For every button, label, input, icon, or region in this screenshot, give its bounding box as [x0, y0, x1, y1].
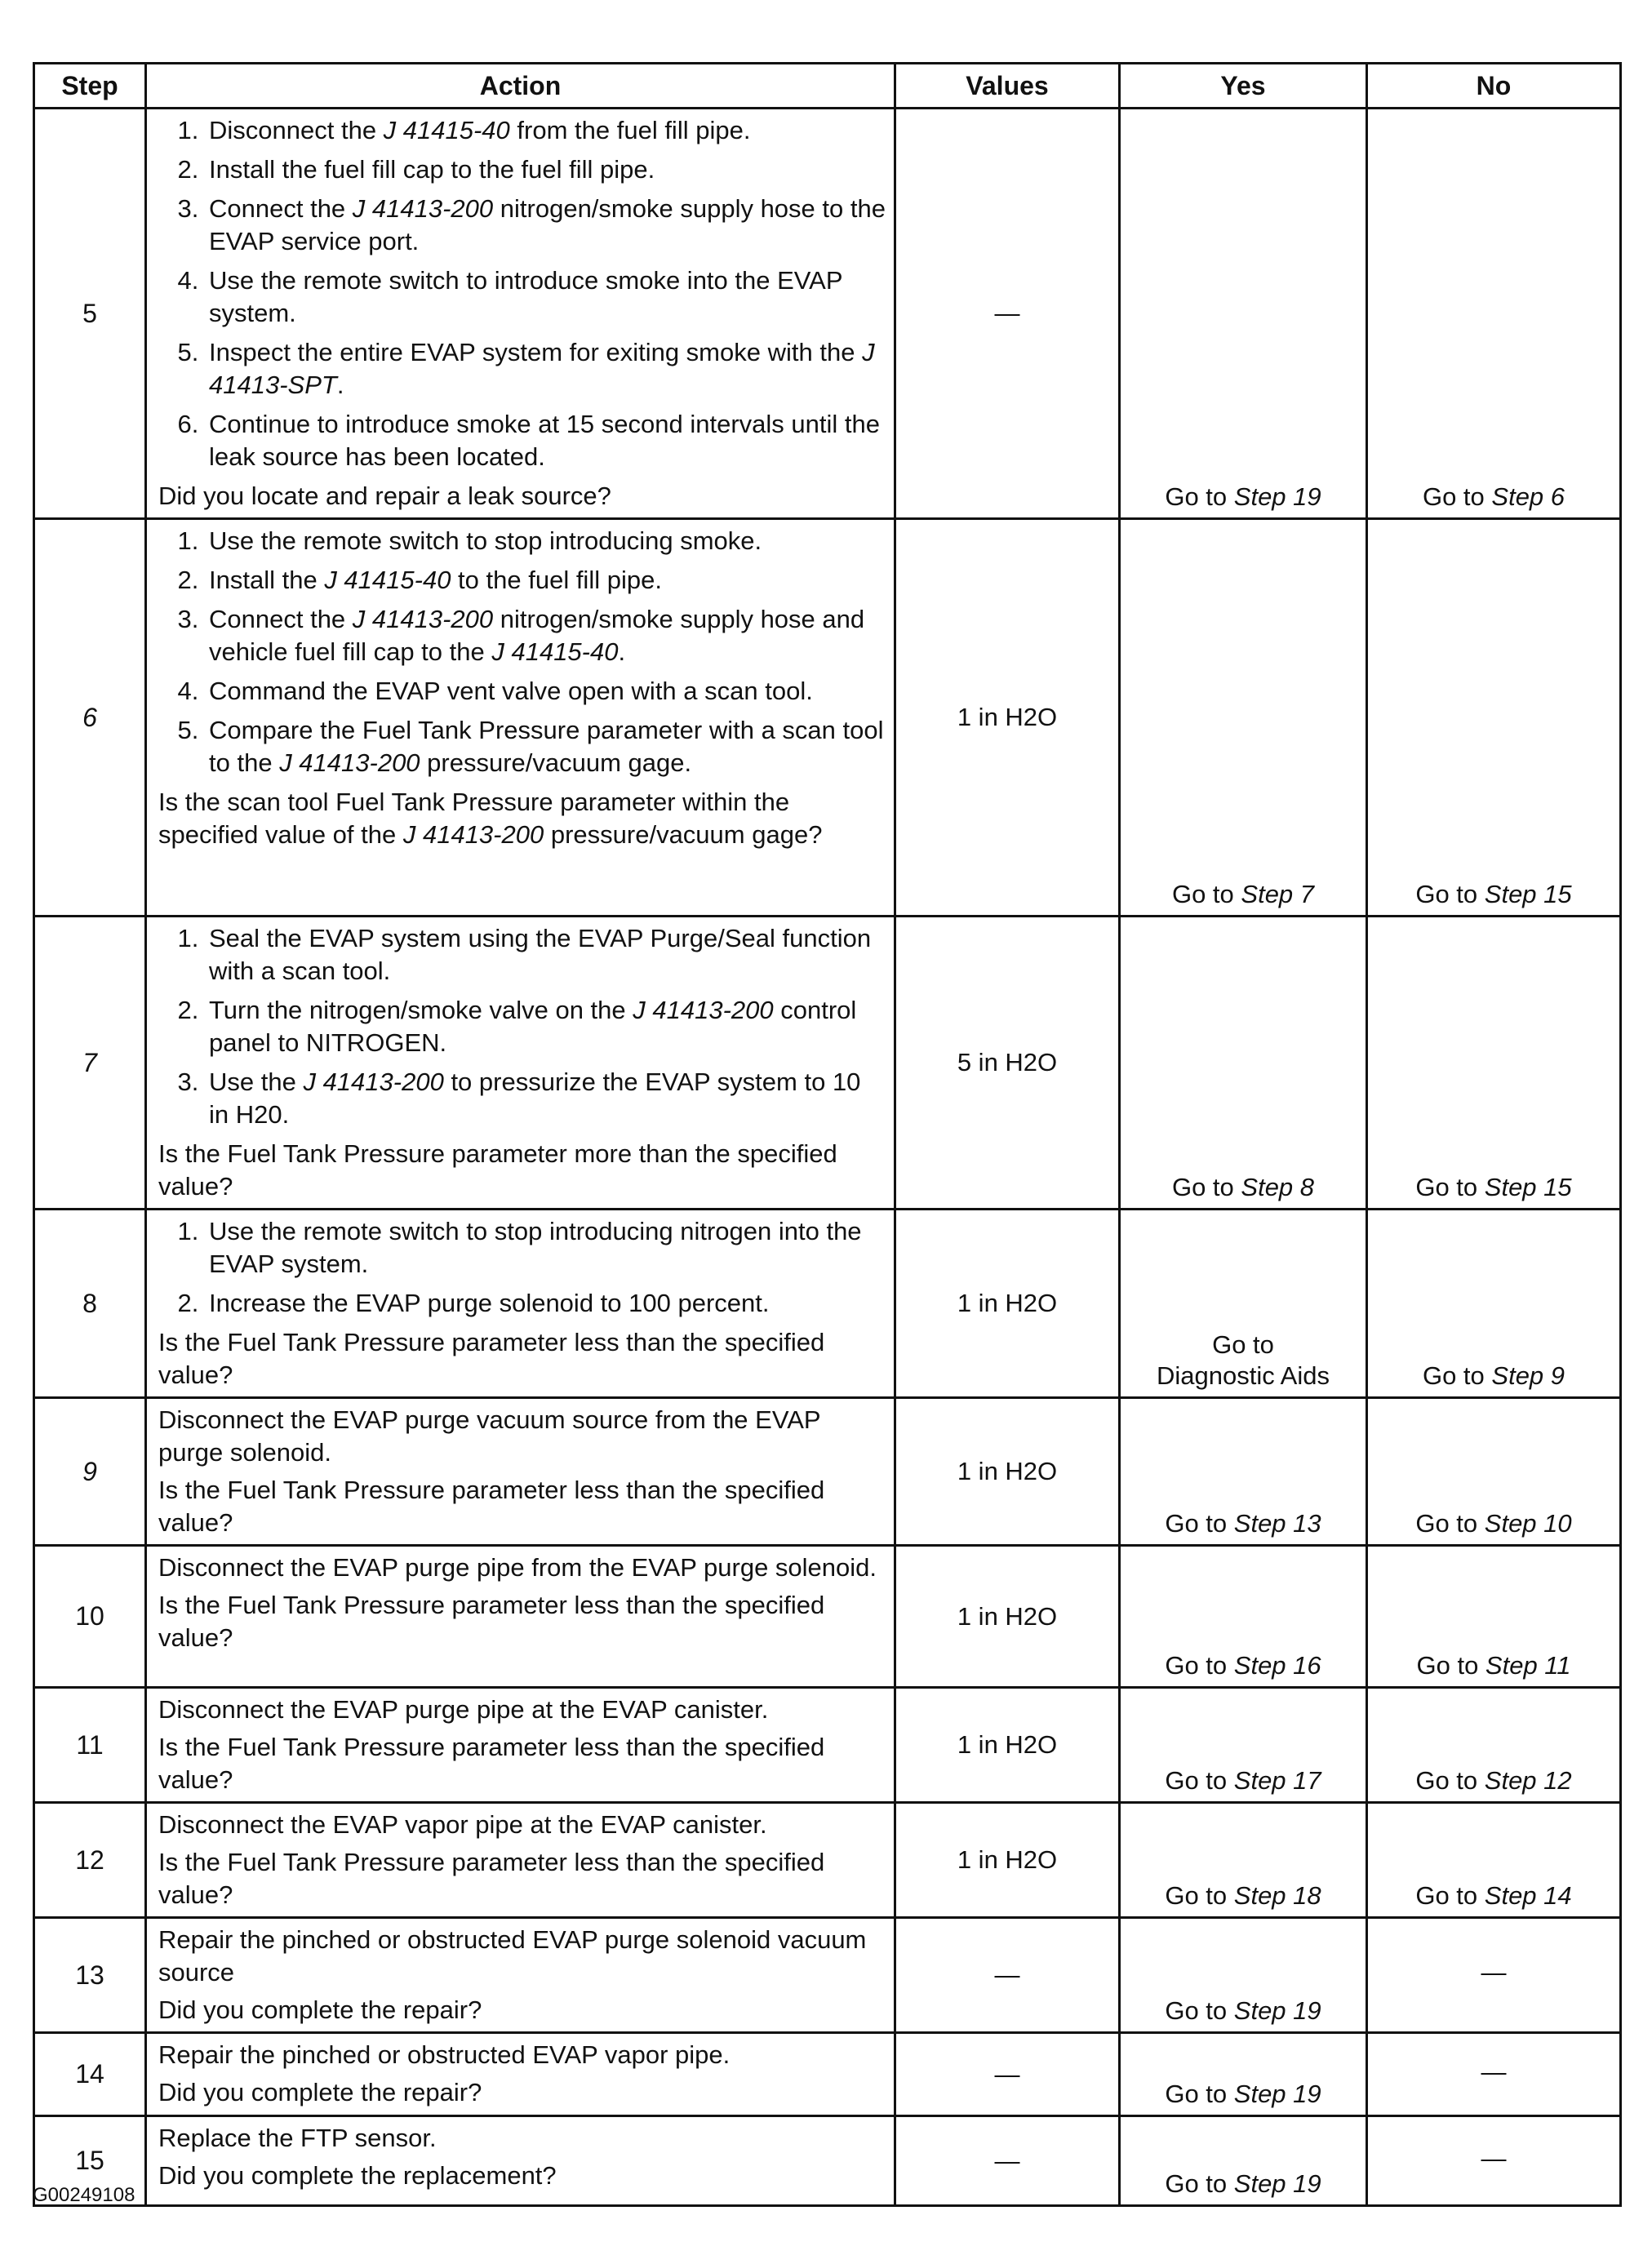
step-number: 10 [34, 1546, 146, 1688]
action-instruction: Disconnect the EVAP purge pipe from the EVAP purge solenoid. [158, 1553, 877, 1582]
yes-cell: Go to Step 19 [1120, 109, 1367, 519]
step-number: 8 [34, 1210, 146, 1398]
substep-item: 4. Command the EVAP vent valve open with a scan tool. [206, 675, 886, 708]
reference-text: Step 14 [1484, 1881, 1572, 1910]
step-number: 9 [34, 1398, 146, 1546]
no-cell: — [1367, 2116, 1621, 2206]
yes-cell: Go to Step 16 [1120, 1546, 1367, 1688]
action-cell [146, 1918, 895, 2033]
value-cell: 1 in H2O [895, 1210, 1120, 1398]
action-cell [146, 2033, 895, 2116]
no-cell: Go to Step 14 [1367, 1803, 1621, 1918]
value-cell: 1 in H2O [895, 1688, 1120, 1803]
action-instruction: Disconnect the EVAP vapor pipe at the EVAP canister. [158, 1810, 767, 1839]
reference-text: Step 13 [1233, 1509, 1321, 1538]
action-question: Is the Fuel Tank Pressure parameter more than the specified value? [158, 1139, 837, 1201]
substep-item: 2. Install the fuel fill cap to the fuel fill pipe. [206, 153, 886, 186]
action-instruction: Repair the pinched or obstructed EVAP purge solenoid vacuum source [158, 1925, 867, 1987]
reference-text: Step 10 [1484, 1509, 1572, 1538]
reference-text: Step 11 [1485, 1651, 1571, 1680]
table-row [34, 1546, 1621, 1688]
yes-cell: Go to Step 8 [1120, 917, 1367, 1210]
value-cell: — [895, 1918, 1120, 2033]
substep-item: 1. Use the remote switch to stop introducing nitrogen into the EVAP system. [206, 1215, 886, 1281]
yes-cell: Go to Step 13 [1120, 1398, 1367, 1546]
action-question: Did you complete the repair? [158, 1995, 482, 2024]
value-cell: — [895, 2033, 1120, 2116]
step-number: 7 [34, 917, 146, 1210]
yes-cell: Go to Step 18 [1120, 1803, 1367, 1918]
step-number: 5 [34, 109, 146, 519]
action-cell [146, 1210, 895, 1398]
yes-cell: Go to Step 19 [1120, 2033, 1367, 2116]
reference-text: Step 19 [1233, 2169, 1321, 2198]
table-body [34, 109, 1621, 2206]
reference-text: J 41413-200 [303, 1068, 444, 1096]
reference-text: Step 12 [1484, 1766, 1572, 1795]
action-question: Did you complete the repair? [158, 2078, 482, 2106]
yes-cell: Go to Step 17 [1120, 1688, 1367, 1803]
value-cell: 1 in H2O [895, 519, 1120, 917]
action-instruction: Disconnect the EVAP purge pipe at the EVAP canister. [158, 1695, 769, 1724]
step-number: 13 [34, 1918, 146, 2033]
step-number: 14 [34, 2033, 146, 2116]
action-cell [146, 109, 895, 519]
action-question: Is the Fuel Tank Pressure parameter less than the specified value? [158, 1328, 825, 1389]
action-cell [146, 1803, 895, 1918]
substep-item: 5. Compare the Fuel Tank Pressure parameter with a scan tool to the J 41413-200 pressure/vacuum gage. [206, 714, 886, 779]
action-cell [146, 2116, 895, 2206]
no-cell: Go to Step 11 [1367, 1546, 1621, 1688]
yes-cell: Go to Step 19 [1120, 1918, 1367, 2033]
substep-item: 2. Install the J 41415-40 to the fuel fill pipe. [206, 564, 886, 597]
action-question: Is the scan tool Fuel Tank Pressure parameter within the specified value of the J 41413-200 pressure/vacuum gage? [158, 788, 823, 849]
substep-item: 3. Connect the J 41413-200 nitrogen/smoke supply hose and vehicle fuel fill cap to the J 41415-40. [206, 603, 886, 668]
table-row [34, 2116, 1621, 2206]
value-cell: 1 in H2O [895, 1803, 1120, 1918]
substep-item: 2. Increase the EVAP purge solenoid to 100 percent. [206, 1287, 886, 1320]
diagnostic-table [33, 62, 1622, 2207]
substep-item: 4. Use the remote switch to introduce smoke into the EVAP system. [206, 264, 886, 330]
reference-text: J 41413-200 [352, 194, 494, 223]
action-cell [146, 1688, 895, 1803]
reference-text: Step 16 [1233, 1651, 1321, 1680]
no-cell: — [1367, 2033, 1621, 2116]
no-cell: Go to Step 9 [1367, 1210, 1621, 1398]
reference-text: J 41415-40 [324, 566, 451, 594]
substep-item: 3. Connect the J 41413-200 nitrogen/smoke supply hose to the EVAP service port. [206, 193, 886, 258]
yes-cell: Go to Step 19 [1120, 2116, 1367, 2206]
reference-text: J 41413-200 [402, 820, 544, 849]
header-action: Action [146, 64, 895, 109]
reference-text: J 41413-SPT [209, 338, 875, 399]
table-row [34, 1803, 1621, 1918]
yes-cell: Go to Step 7 [1120, 519, 1367, 917]
action-cell [146, 917, 895, 1210]
action-cell [146, 1398, 895, 1546]
substep-list [158, 114, 886, 473]
reference-text: J 41415-40 [383, 116, 510, 144]
reference-text: Step 6 [1491, 482, 1565, 511]
value-cell: — [895, 2116, 1120, 2206]
figure-id: G00249108 [33, 2184, 135, 2206]
value-cell: — [895, 109, 1120, 519]
reference-text: J 41413-200 [633, 996, 774, 1024]
substep-item: 6. Continue to introduce smoke at 15 second intervals until the leak source has been located. [206, 408, 886, 473]
reference-text: Step 19 [1233, 1996, 1321, 2025]
action-cell [146, 1546, 895, 1688]
substep-list [158, 525, 886, 779]
table-row [34, 917, 1621, 1210]
table-row [34, 519, 1621, 917]
action-question: Is the Fuel Tank Pressure parameter less than the specified value? [158, 1591, 825, 1652]
table-row [34, 109, 1621, 519]
action-instruction: Disconnect the EVAP purge vacuum source from the EVAP purge solenoid. [158, 1405, 821, 1467]
substep-item: 5. Inspect the entire EVAP system for exiting smoke with the J 41413-SPT. [206, 336, 886, 402]
value-cell: 1 in H2O [895, 1398, 1120, 1546]
header-step: Step [34, 64, 146, 109]
no-cell: Go to Step 15 [1367, 519, 1621, 917]
action-question: Did you complete the replacement? [158, 2161, 557, 2190]
substep-item: 1. Disconnect the J 41415-40 from the fuel fill pipe. [206, 114, 886, 147]
reference-text: J 41415-40 [491, 637, 619, 666]
substep-list [158, 1215, 886, 1320]
yes-cell: Go to Diagnostic Aids [1120, 1210, 1367, 1398]
table-row [34, 1210, 1621, 1398]
reference-text: J 41413-200 [279, 748, 420, 777]
header-yes: Yes [1120, 64, 1367, 109]
no-cell: Go to Step 6 [1367, 109, 1621, 519]
reference-text: Step 7 [1241, 880, 1315, 908]
action-question: Is the Fuel Tank Pressure parameter less than the specified value? [158, 1476, 825, 1537]
step-number: 12 [34, 1803, 146, 1918]
table-row [34, 1398, 1621, 1546]
substep-item: 1. Use the remote switch to stop introducing smoke. [206, 525, 886, 557]
action-instruction: Repair the pinched or obstructed EVAP vapor pipe. [158, 2040, 731, 2069]
value-cell: 5 in H2O [895, 917, 1120, 1210]
no-cell: — [1367, 1918, 1621, 2033]
action-instruction: Replace the FTP sensor. [158, 2124, 437, 2152]
reference-text: Step 17 [1233, 1766, 1321, 1795]
no-cell: Go to Step 12 [1367, 1688, 1621, 1803]
step-number: 11 [34, 1688, 146, 1803]
step-number: 15 [34, 2116, 146, 2206]
reference-text: Step 19 [1233, 2080, 1321, 2108]
value-cell: 1 in H2O [895, 1546, 1120, 1688]
reference-text: Step 18 [1233, 1881, 1321, 1910]
reference-text: J 41413-200 [352, 605, 494, 633]
reference-text: Step 19 [1233, 482, 1321, 511]
substep-item: 2. Turn the nitrogen/smoke valve on the J 41413-200 control panel to NITROGEN. [206, 994, 886, 1059]
step-number: 6 [34, 519, 146, 917]
action-question: Is the Fuel Tank Pressure parameter less than the specified value? [158, 1733, 825, 1794]
no-cell: Go to Step 15 [1367, 917, 1621, 1210]
substep-item: 3. Use the J 41413-200 to pressurize the EVAP system to 10 in H20. [206, 1066, 886, 1131]
reference-text: Step 15 [1484, 880, 1572, 908]
action-question: Did you locate and repair a leak source? [158, 482, 611, 510]
header-values: Values [895, 64, 1120, 109]
reference-text: Step 15 [1484, 1173, 1572, 1201]
substep-list [158, 922, 886, 1131]
reference-text: Step 9 [1491, 1361, 1565, 1390]
table-row [34, 1688, 1621, 1803]
action-question: Is the Fuel Tank Pressure parameter less than the specified value? [158, 1848, 825, 1909]
table-row [34, 1918, 1621, 2033]
header-row [34, 64, 1621, 109]
reference-text: Step 8 [1241, 1173, 1315, 1201]
header-no: No [1367, 64, 1621, 109]
substep-item: 1. Seal the EVAP system using the EVAP Purge/Seal function with a scan tool. [206, 922, 886, 988]
table-row [34, 2033, 1621, 2116]
no-cell: Go to Step 10 [1367, 1398, 1621, 1546]
action-cell [146, 519, 895, 917]
